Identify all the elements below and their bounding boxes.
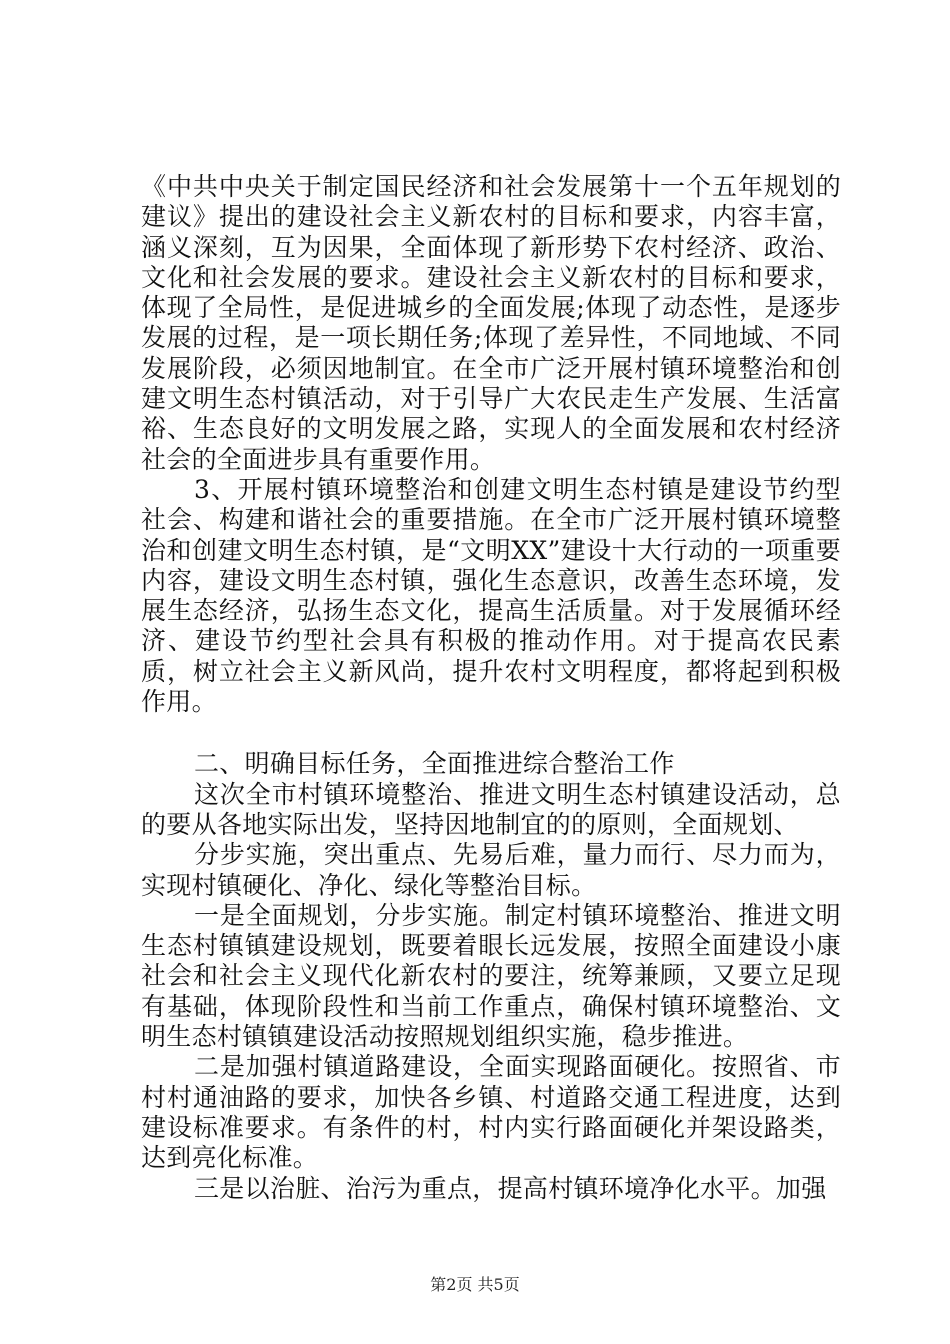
paragraph-step-implementation: 分步实施，突出重点、先易后难，量力而行、尽力而为，实现村镇硬化、净化、绿化等整治目标。 [141, 840, 841, 900]
paragraph-point-3: 3、开展村镇环境整治和创建文明生态村镇是建设节约型社会、构建和谐社会的重要措施。在全市广泛开展村镇环境整治和创建文明生态村镇，是“文明XX”建设十大行动的一项重要内容，建设文明生态村镇，强化生态意识，改善生态环境，发展生态经济，弘扬生态文化，提高生活质量。对于发展循环经济、建设节约型社会具有积极的推动作用。对于提高农民素质，树立社会主义新风尚，提升农村文明程度，都将起到积极作用。 [141, 474, 841, 717]
paragraph-item-3: 三是以治脏、治污为重点，提高村镇环境净化水平。加强 [194, 1173, 827, 1203]
page-footer [0, 1275, 950, 1295]
paragraph-item-2: 二是加强村镇道路建设，全面实现路面硬化。按照省、市村村通油路的要求，加快各乡镇、村道路交通工程进度，达到建设标准要求。有条件的村，村内实行路面硬化并架设路类，达到亮化标准。 [141, 1052, 841, 1173]
paragraph-proposal-intro: 《中共中央关于制定国民经济和社会发展第十一个五年规划的建议》提出的建设社会主义新农村的目标和要求，内容丰富，涵义深刻，互为因果，全面体现了新形势下农村经济、政治、文化和社会发展的要求。建设社会主义新农村的目标和要求，体现了全局性，是促进城乡的全面发展;体现了动态性，是逐步发展的过程，是一项长期任务;体现了差异性，不同地域、不同发展阶段，必须因地制宜。在全市广泛开展村镇环境整治和创建文明生态村镇活动，对于引导广大农民走生产发展、生活富裕、生态良好的文明发展之路，实现人的全面发展和农村经济社会的全面进步具有重要作用。 [141, 172, 841, 474]
page-number: 第2页 共5页 [430, 1275, 520, 1294]
paragraph-item-1: 一是全面规划，分步实施。制定村镇环境整治、推进文明生态村镇镇建设规划，既要着眼长远发展，按照全面建设小康社会和社会主义现代化新农村的要注，统筹兼顾，又要立足现有基础，体现阶段性和当前工作重点，确保村镇环境整治、文明生态村镇镇建设活动按照规划组织实施，稳步推进。 [141, 900, 841, 1052]
paragraph-overall-requirement: 这次全市村镇环境整治、推进文明生态村镇建设活动，总的要从各地实际出发，坚持因地制宜的的原则，全面规划、 [141, 779, 841, 839]
section-heading-2: 二、明确目标任务，全面推进综合整治工作 [194, 749, 675, 779]
document-body [141, 172, 841, 1204]
